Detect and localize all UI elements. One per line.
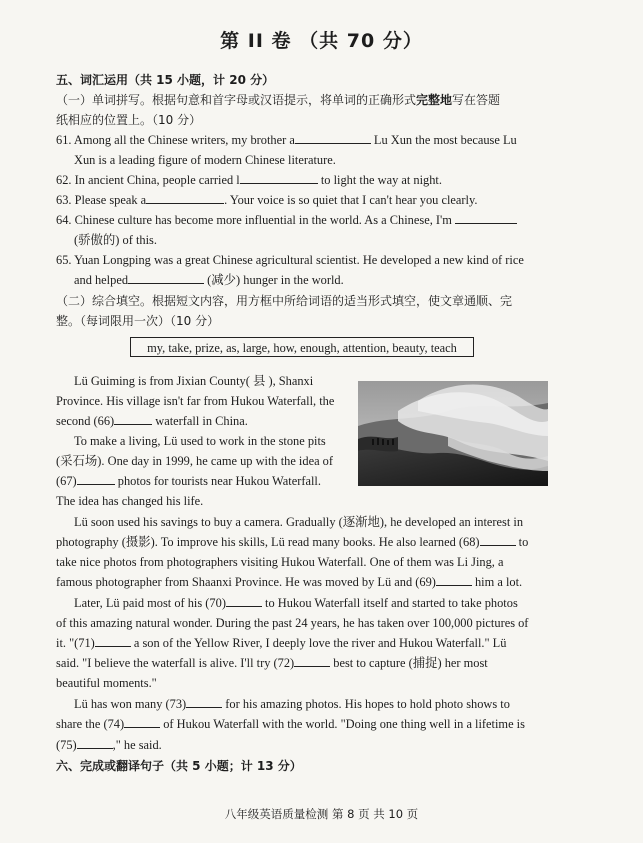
passage-p3-line-4: famous photographer from Shaanxi Province. He was moved by Lü and (69) him a lot. xyxy=(56,575,523,589)
word-box: my, take, prize, as, large, how, enough, attention, beauty, teach xyxy=(130,337,474,357)
answer-blank-62[interactable] xyxy=(240,172,318,184)
question-64-cont: (骄傲的) of this. xyxy=(74,233,157,247)
passage-p4-line-2: of this amazing natural wonder. During the past 24 years, he has taken over 100,000 pictures of xyxy=(56,616,529,630)
answer-blank-68[interactable] xyxy=(480,534,516,546)
passage-p1-line-1: Lü Guiming is from Jixian County( 县 ), Shanxi xyxy=(74,374,314,388)
passage-p3-line-1: Lü soon used his savings to buy a camera. Gradually (逐渐地), he developed an interest in xyxy=(74,515,524,529)
section-5-heading: 五、词汇运用（共 15 小题，计 20 分） xyxy=(56,73,275,87)
part-1-instructions-line-1: （一）单词拼写。根据句意和首字母或汉语提示，将单词的正确形式完整地写在答题 xyxy=(56,93,501,107)
passage-p5-line-3: (75) ," he said. xyxy=(56,738,162,752)
passage-p4-line-5: beautiful moments." xyxy=(56,676,157,690)
passage-p2-line-3: (67) photos for tourists near Hukou Waterfall. xyxy=(56,474,321,488)
part-1-instructions-line-2: 纸相应的位置上。（10 分） xyxy=(56,113,202,127)
question-61: 61. Among all the Chinese writers, my brother a Lu Xun the most because Lu xyxy=(56,133,517,147)
page-title: 第 II 卷 （共 70 分） xyxy=(220,30,423,52)
passage-p2-line-1: To make a living, Lü used to work in the stone pits xyxy=(74,434,326,448)
answer-blank-67[interactable] xyxy=(77,473,115,485)
page-footer: 八年级英语质量检测 第 8 页 共 10 页 xyxy=(224,807,419,821)
part-2-instructions-line-2: 整。（每词限用一次）（10 分） xyxy=(56,314,220,328)
question-65: 65. Yuan Longping was a great Chinese agricultural scientist. He developed a new kind of rice xyxy=(56,253,524,267)
answer-blank-69[interactable] xyxy=(436,574,472,586)
passage-p3-line-3: take nice photos from photographers visiting Hukou Waterfall. One of them was Li Jing, a xyxy=(56,555,504,569)
answer-blank-65[interactable] xyxy=(128,272,204,284)
answer-blank-74[interactable] xyxy=(124,716,160,728)
passage-p2-line-4: The idea has changed his life. xyxy=(56,494,204,508)
answer-blank-70[interactable] xyxy=(226,595,262,607)
question-62: 62. In ancient China, people carried l to light the way at night. xyxy=(56,173,442,187)
passage-p3-line-2: photography (摄影). To improve his skills, Lü read many books. He also learned (68) to xyxy=(56,535,529,549)
question-64: 64. Chinese culture has become more influential in the world. As a Chinese, I'm xyxy=(56,212,517,228)
answer-blank-73[interactable] xyxy=(186,696,222,708)
answer-blank-64[interactable] xyxy=(455,212,517,224)
question-65-cont: and helped (减少) hunger in the world. xyxy=(74,273,344,287)
question-63: 63. Please speak a . Your voice is so quiet that I can't hear you clearly. xyxy=(56,193,478,207)
passage-p2-line-2: (采石场). One day in 1999, he came up with the idea of xyxy=(56,454,333,468)
answer-blank-75[interactable] xyxy=(77,737,113,749)
passage-p5-line-1: Lü has won many (73) for his amazing photos. His hopes to hold photo shows to xyxy=(74,697,510,711)
passage-p4-line-3: it. "(71) a son of the Yellow River, I deeply love the river and Hukou Waterfall." Lü xyxy=(56,636,507,650)
answer-blank-63[interactable] xyxy=(146,192,224,204)
waterfall-photo xyxy=(358,381,548,486)
answer-blank-71[interactable] xyxy=(95,635,131,647)
waterfall-image xyxy=(358,381,548,486)
section-6-heading: 六、完成或翻译句子（共 5 小题；计 13 分） xyxy=(56,759,302,773)
passage-p4-line-1: Later, Lü paid most of his (70) to Hukou Waterfall itself and started to take photos xyxy=(74,596,518,610)
answer-blank-66[interactable] xyxy=(114,413,152,425)
answer-blank-61[interactable] xyxy=(295,132,371,144)
question-61-cont: Xun is a leading figure of modern Chinese literature. xyxy=(74,153,336,167)
passage-p4-line-4: said. "I believe the waterfall is alive. I'll try (72) best to capture (捕捉) her most xyxy=(56,656,488,670)
passage-p5-line-2: share the (74) of Hukou Waterfall with the world. "Doing one thing well in a lifetime is xyxy=(56,717,525,731)
passage-p1-line-2: Province. His village isn't far from Hukou Waterfall, the xyxy=(56,394,335,408)
answer-blank-72[interactable] xyxy=(294,655,330,667)
part-2-instructions-line-1: （二）综合填空。根据短文内容，用方框中所给词语的适当形式填空，使文章通顺、完 xyxy=(56,294,513,308)
passage-p1-line-3: second (66) waterfall in China. xyxy=(56,414,248,428)
